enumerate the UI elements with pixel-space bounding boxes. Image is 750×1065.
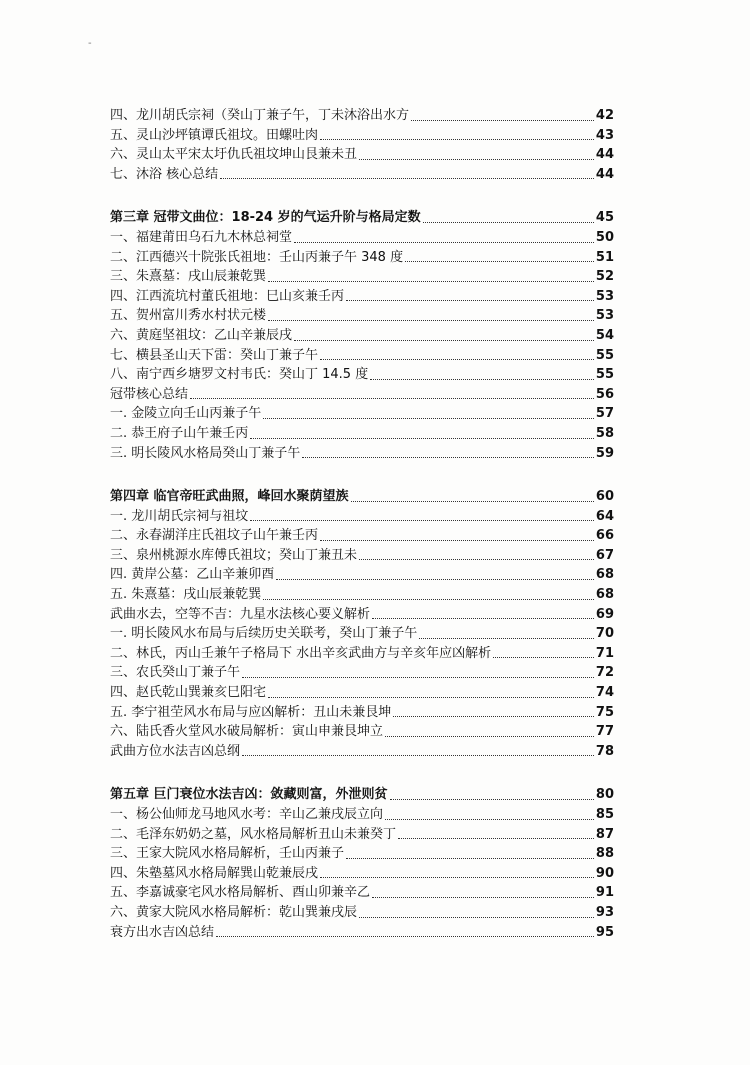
toc-entry-title: 六、陆氏香火堂风水破局解析：寅山申兼艮坤立 [110,724,384,740]
dot-leader [276,579,594,580]
dot-leader [359,159,594,160]
toc-entry[interactable] [110,903,614,923]
toc-entry-title: 第四章 临官帝旺武曲照，峰回水聚荫望族 [110,489,349,505]
toc-page-number: 91 [595,885,614,901]
toc-entry-title: 五. 朱熹墓：戌山辰兼乾巽 [110,587,262,603]
toc-entry[interactable] [110,663,614,683]
toc-entry-title: 三、朱熹墓：戌山辰兼乾巽 [110,269,267,285]
toc-entry-title: 二. 恭王府子山午兼壬丙 [110,425,249,441]
dot-leader [320,540,594,541]
dot-leader [359,917,594,918]
toc-entry-title: 冠带核心总结 [110,386,189,402]
toc-page-number: 85 [595,807,614,822]
dot-leader [419,638,594,639]
toc-entry[interactable] [110,287,614,307]
dot-leader [385,819,594,820]
toc-page-number: 52 [595,269,614,285]
toc-page-number: 78 [595,743,614,759]
dot-leader [294,242,594,243]
toc-page-number: 68 [595,567,614,583]
dot-leader [250,520,594,521]
toc-entry-title: 第三章 冠带文曲位：18-24 岁的气运升阶与格局定数 [110,210,421,226]
toc-page-number: 59 [595,445,614,461]
toc-page-number: 55 [595,347,614,363]
toc-page-number: 44 [595,147,614,163]
toc-page-number: 75 [595,704,614,720]
dot-leader [220,178,594,179]
toc-entry-title: 一. 金陵立向壬山丙兼子午 [110,406,262,422]
toc-page-number: 71 [595,645,614,661]
toc-page-number: 42 [595,108,614,123]
toc-page-number: 56 [595,386,614,402]
toc-entry-title: 五. 李宁祖茔风水布局与应凶解析：丑山未兼艮坤 [110,704,392,720]
dot-leader [268,697,594,698]
toc-entry-title: 四、龙川胡氏宗祠（癸山丁兼子午，丁未沐浴出水方 [110,108,410,123]
toc-page-number: 51 [595,249,614,265]
toc-entry[interactable] [110,825,614,845]
toc-entry[interactable] [110,805,614,825]
toc-entry[interactable] [110,585,614,605]
toc-entry[interactable] [110,404,614,424]
toc-entry-title: 八、南宁西乡塘罗文村韦氏：癸山丁 14.5 度 [110,367,369,383]
toc-entry-title: 七、沐浴 核心总结 [110,166,219,182]
toc-entry[interactable] [110,228,614,248]
toc-entry-title: 四、江西流坑村董氏祖地：巳山亥兼壬丙 [110,288,345,304]
toc-entry-title: 一. 明长陵风水布局与后续历史关联考，癸山丁兼子午 [110,626,418,642]
toc-entry[interactable] [110,703,614,723]
dot-leader [268,281,594,282]
toc-entry-title: 三、泉州桃源水库傅氏祖坟；癸山丁兼丑未 [110,547,358,563]
toc-page-number: 53 [595,288,614,304]
toc-page-number: 43 [595,127,614,143]
toc-page-number: 50 [595,229,614,245]
dot-leader [398,838,594,839]
toc-page-number: 54 [595,327,614,343]
dot-leader [242,755,594,756]
dot-leader [372,897,594,898]
toc-page-number: 60 [595,489,614,505]
toc-entry-title: 二、永春湖洋庄氏祖坟子山午兼壬丙 [110,528,319,544]
toc-entry[interactable] [110,742,614,762]
toc-entry-title: 第五章 巨门衰位水法吉凶：敛藏则富，外泄则贫 [110,787,388,803]
toc-entry-title: 武曲水去，空等不吉：九星水法核心要义解析 [110,606,371,622]
toc-section [110,785,614,942]
dot-leader [390,799,594,800]
toc-entry-title: 五、贺州富川秀水村状元楼 [110,308,267,324]
dot-leader [423,222,594,223]
dot-leader [216,936,594,937]
toc-entry[interactable] [110,444,614,464]
toc-page-number: 87 [595,826,614,842]
toc-entry-title: 六、黄庭坚祖坟：乙山辛兼辰戌 [110,327,293,343]
toc-entry-title: 武曲方位水法吉凶总纲 [110,743,241,759]
toc-entry[interactable] [110,365,614,385]
toc-entry-title: 三、王家大院风水格局解析，壬山丙兼子 [110,846,345,862]
dot-leader [405,261,594,262]
toc-page-number: 53 [595,308,614,324]
toc-entry-title: 六、黄家大院风水格局解析：乾山巽兼戌辰 [110,904,358,920]
toc-entry-title: 五、灵山沙坪镇谭氏祖坟。田螺吐肉 [110,127,319,143]
toc-page-number: 58 [595,425,614,441]
toc-entry[interactable] [110,923,614,943]
dot-leader [351,501,594,502]
toc-page-number: 77 [595,724,614,740]
toc-entry-title: 三、农氏癸山丁兼子午 [110,665,241,681]
dot-leader [346,858,594,859]
toc-page-number: 69 [595,606,614,622]
toc-entry-title: 二、江西德兴十院张氏祖地：壬山丙兼子午 348 度 [110,249,404,265]
toc-section [110,487,614,761]
toc-entry-title: 二、毛泽东奶奶之墓，风水格局解析丑山未兼癸丁 [110,826,397,842]
toc-entry[interactable] [110,346,614,366]
dot-leader [294,340,594,341]
toc-entry-title: 一、杨公仙师龙马地风水考：辛山乙兼戌辰立向 [110,807,384,822]
toc-chapter-heading[interactable] [110,487,614,507]
toc-page-number: 88 [595,846,614,862]
toc-page-number: 74 [595,685,614,701]
toc-entry-title: 一. 龙川胡氏宗祠与祖坟 [110,508,249,524]
toc-entry[interactable] [110,722,614,742]
toc-entry[interactable] [110,248,614,268]
page-speck: - [88,38,92,49]
toc-entry[interactable] [110,165,614,185]
toc-entry[interactable] [110,306,614,326]
dot-leader [385,736,594,737]
toc-entry-title: 四. 黄岸公墓：乙山辛兼卯酉 [110,567,275,583]
toc-entry-title: 七、横县圣山天下雷：癸山丁兼子午 [110,347,319,363]
dot-leader [320,877,594,878]
toc-entry[interactable] [110,385,614,405]
toc-entry[interactable] [110,126,614,146]
dot-leader [393,716,594,717]
toc-entry[interactable] [110,526,614,546]
table-of-contents [110,106,614,966]
dot-leader [493,657,594,658]
toc-entry-title: 二、林氏，丙山壬兼午子格局下 水出辛亥武曲方与辛亥年应凶解析 [110,645,492,661]
toc-page-number: 57 [595,406,614,422]
toc-entry[interactable] [110,507,614,527]
dot-leader [320,139,594,140]
dot-leader [320,359,594,360]
toc-page-number: 70 [595,626,614,642]
dot-leader [250,438,594,439]
toc-entry[interactable] [110,605,614,625]
toc-entry[interactable] [110,145,614,165]
toc-page-number: 66 [595,528,614,544]
dot-leader [263,418,594,419]
toc-page-number: 68 [595,587,614,603]
toc-entry[interactable] [110,106,614,126]
toc-entry[interactable] [110,844,614,864]
toc-entry[interactable] [110,624,614,644]
toc-page-number: 72 [595,665,614,681]
toc-page-number: 64 [595,508,614,524]
toc-section [110,106,614,184]
toc-entry[interactable] [110,883,614,903]
toc-chapter-heading[interactable] [110,785,614,805]
dot-leader [370,379,594,380]
toc-entry[interactable] [110,683,614,703]
toc-page-number: 67 [595,547,614,563]
toc-entry-title: 一、福建莆田乌石九木林总祠堂 [110,229,293,245]
toc-page-number: 80 [595,787,614,803]
toc-page-number: 93 [595,904,614,920]
toc-entry[interactable] [110,326,614,346]
dot-leader [242,677,594,678]
toc-entry[interactable] [110,864,614,884]
toc-entry-title: 六、灵山太平宋太圩仇氏祖坟坤山艮兼未丑 [110,147,358,163]
toc-chapter-heading[interactable] [110,208,614,228]
toc-entry[interactable] [110,424,614,444]
dot-leader [302,457,594,458]
toc-entry[interactable] [110,644,614,664]
dot-leader [372,618,594,619]
toc-page-number: 95 [595,924,614,940]
toc-entry-title: 五、李嘉诚豪宅风水格局解析、酉山卯兼辛乙 [110,885,371,901]
toc-entry-title: 三. 明长陵风水格局癸山丁兼子午 [110,445,301,461]
toc-page-number: 55 [595,367,614,383]
dot-leader [411,120,594,121]
dot-leader [190,398,594,399]
dot-leader [359,559,594,560]
toc-entry[interactable] [110,267,614,287]
toc-entry-title: 衰方出水吉凶总结 [110,924,215,940]
toc-page-number: 45 [595,210,614,226]
toc-entry-title: 四、赵氏乾山巽兼亥巳阳宅 [110,685,267,701]
toc-section [110,208,614,463]
toc-entry[interactable] [110,546,614,566]
toc-page-number: 44 [595,166,614,182]
dot-leader [346,300,594,301]
dot-leader [268,320,594,321]
toc-entry-title: 四、朱塾墓风水格局解巽山乾兼辰戌 [110,865,319,881]
toc-page-number: 90 [595,865,614,881]
dot-leader [263,599,594,600]
toc-entry[interactable] [110,565,614,585]
